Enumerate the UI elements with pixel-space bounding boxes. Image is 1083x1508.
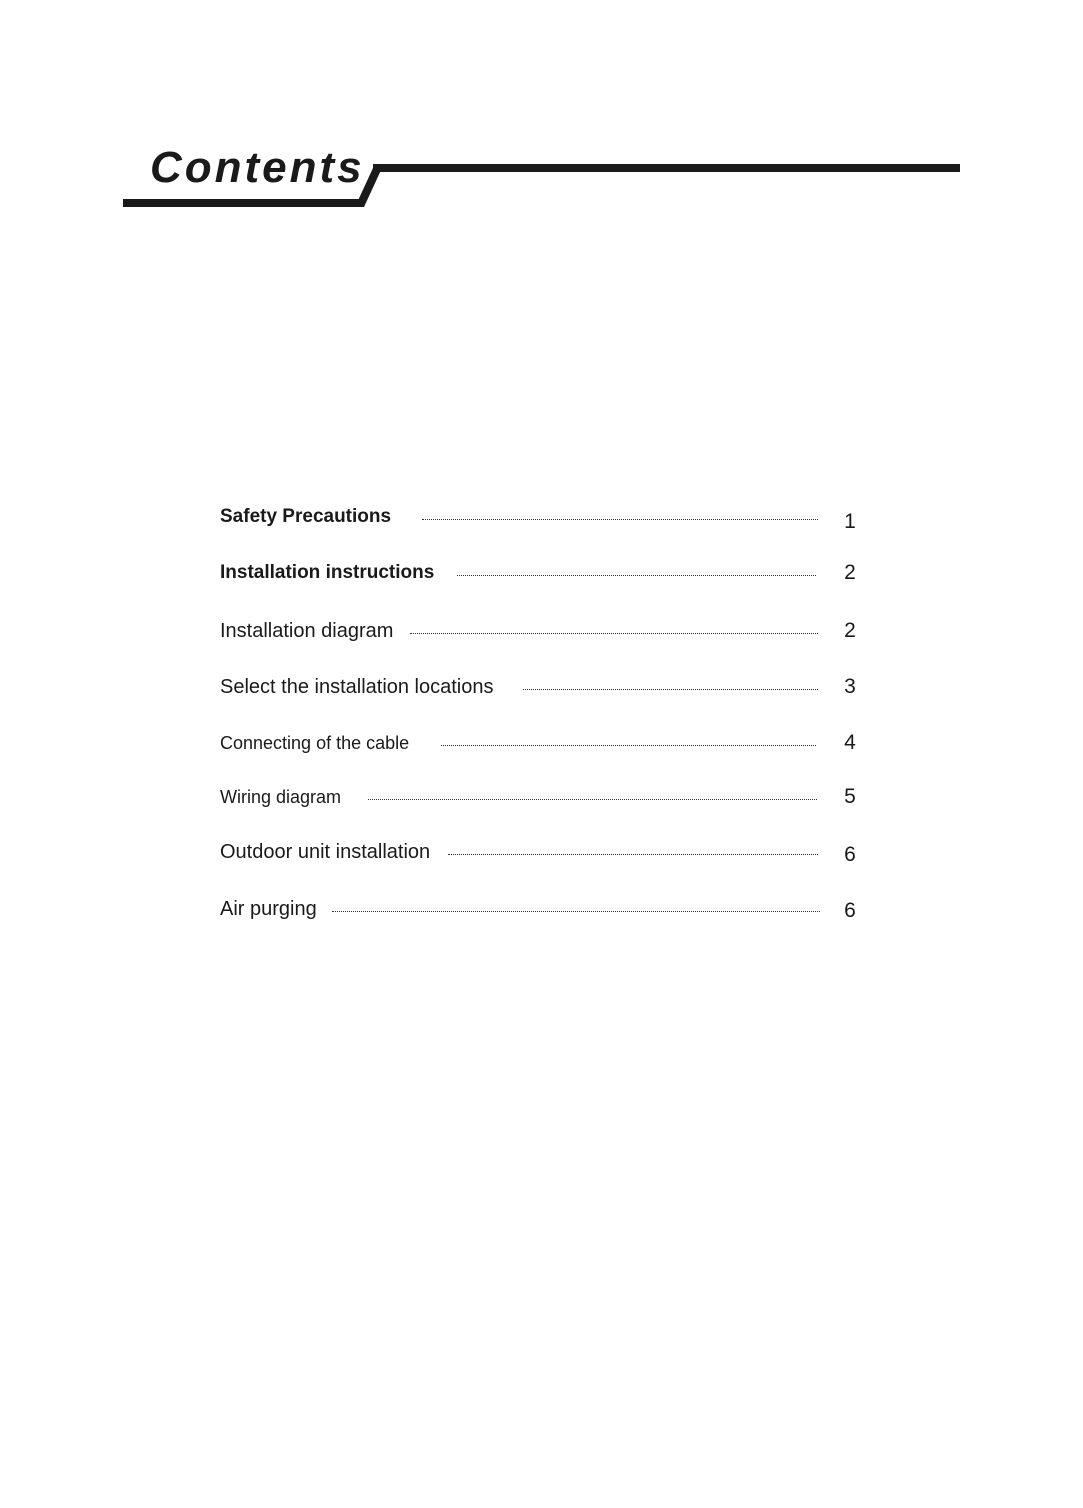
toc-leader-dots [422, 519, 818, 520]
toc-leader-dots [332, 911, 820, 912]
toc-leader-dots [368, 799, 817, 800]
toc-entry-page: 5 [844, 785, 856, 808]
header-rule [0, 0, 1083, 230]
toc-entry-page: 6 [844, 843, 856, 866]
toc-entry-outdoor-unit-installation[interactable] [220, 837, 860, 867]
toc-entry-page: 3 [844, 675, 856, 698]
toc-entry-label: Air purging [220, 898, 317, 920]
toc-entry-select-installation-locations[interactable] [220, 672, 860, 702]
toc-leader-dots [410, 633, 818, 634]
toc-entry-label: Installation instructions [220, 562, 435, 583]
toc-leader-dots [457, 575, 816, 576]
toc-leader-dots [523, 689, 818, 690]
toc-entry-connecting-cable[interactable] [220, 728, 860, 758]
toc-entry-page: 1 [844, 510, 856, 533]
page-title: Contents [150, 143, 365, 192]
toc-entry-page: 4 [844, 731, 856, 754]
toc-entry-page: 2 [844, 561, 856, 584]
toc-entry-label: Safety Precautions [220, 506, 392, 527]
toc-entry-safety-precautions[interactable] [220, 502, 860, 532]
toc-entry-installation-instructions[interactable] [220, 558, 860, 588]
toc-entry-air-purging[interactable] [220, 894, 860, 924]
toc-entry-page: 2 [844, 619, 856, 642]
toc-entry-label: Wiring diagram [220, 787, 342, 807]
header-rule-lower-bar [123, 199, 361, 207]
toc-leader-dots [441, 745, 816, 746]
toc-entry-label: Connecting of the cable [220, 733, 410, 753]
toc-entry-installation-diagram[interactable] [220, 616, 860, 646]
toc-entry-label: Select the installation locations [220, 676, 494, 698]
toc-leader-dots [448, 854, 818, 855]
header-rule-upper-bar [373, 164, 960, 172]
toc-entry-label: Installation diagram [220, 620, 394, 642]
toc-entry-page: 6 [844, 899, 856, 922]
toc-entry-wiring-diagram[interactable] [220, 782, 860, 812]
toc-entry-label: Outdoor unit installation [220, 841, 431, 863]
